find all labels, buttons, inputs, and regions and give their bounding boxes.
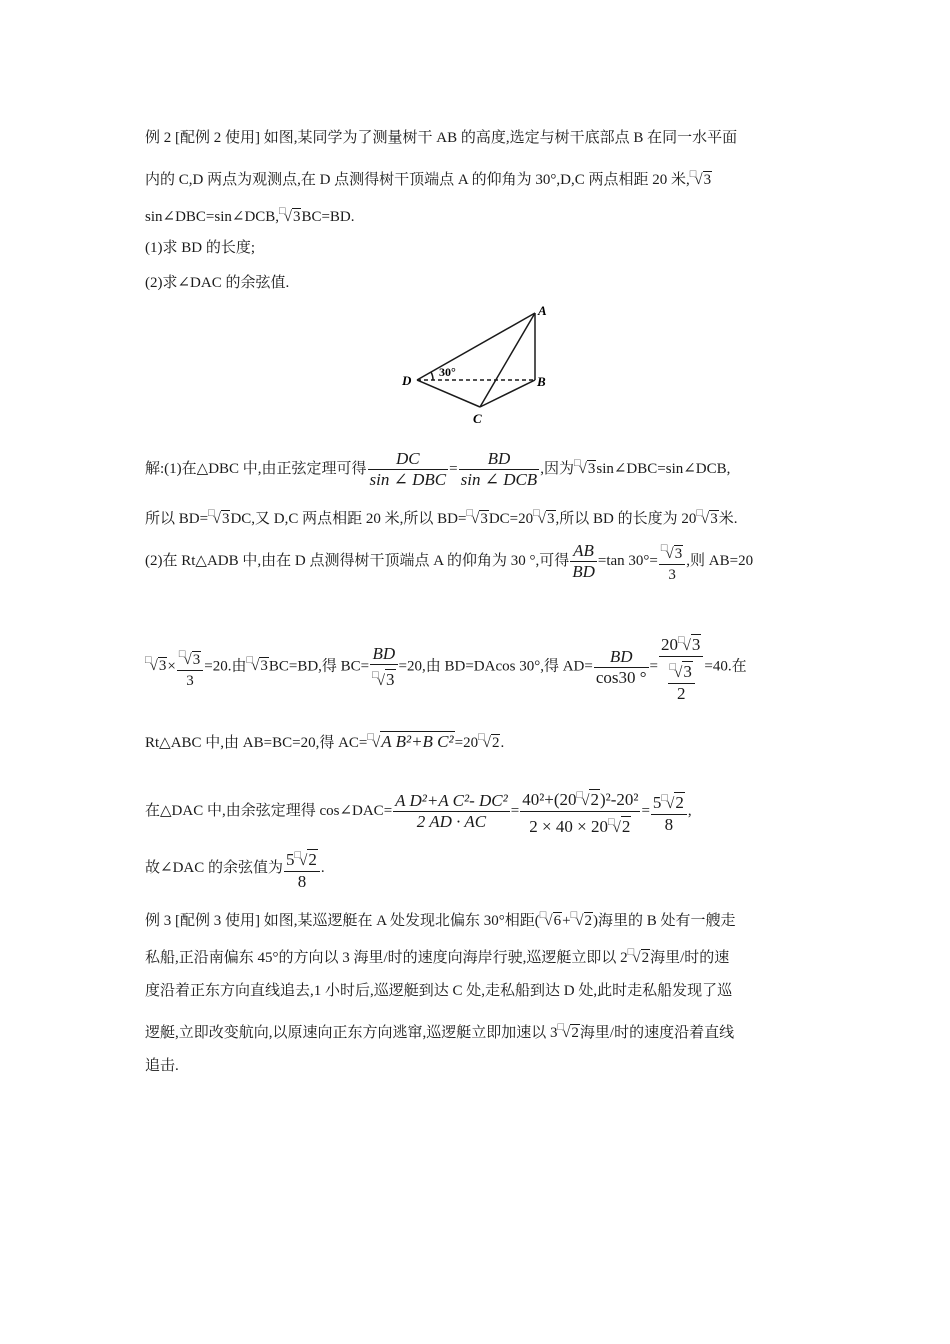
sqrt-6: □√6 [539, 909, 562, 929]
sqrt-2: □√2 [627, 946, 650, 966]
sol-line-1: 解:(1)在△DBC 中,由正弦定理可得 $\frac{DC}{\text{sin ∠ DBC}}$ = $\frac{BD}{\text{sin ∠ DCB}}$ ,因为□√3sin∠DBC=sin∠DCB, [145, 440, 730, 492]
sqrt-3: □√3 [145, 654, 167, 675]
ex2-line-1: 例 2 [配例 2 使用] 如图,某同学为了测量树干 AB 的高度,选定与树干底部点 B 在同一水平面 [145, 130, 738, 146]
sqrt-3: □√3 [689, 168, 712, 188]
sol-line-6: 在△DAC 中,由余弦定理得 cos∠DAC= $\frac{\text{A D²+A C²- DC²}}{2 AD \cdot AC}$ = $\frac{40^2+(20^□√2)^2-20^2}{2 \times 40 \times 20^□√2}$ = $\frac{5^□√2}{8}$ , [145, 785, 692, 838]
ex2-line-2: 内的 C,D 两点为观测点,在 D 点测得树干顶端点 A 的仰角为 30°,D,C 两点相距 20 米,□√3 [145, 164, 712, 190]
label-C: C [473, 411, 482, 425]
fraction-bd-cos30: $\frac{BD}{\cos 30 ^\circ}$ [595, 646, 647, 687]
sqrt-3: □√3 [533, 507, 555, 527]
sol-line-4: □√3× $\frac{^□√3}{3}$ =20.由□√3BC=BD,得 BC= $\frac{BD}{^□√3}$ =20,由 BD=DAcos 30°,得 AD= $\frac{BD}{\cos 30 ^\circ}$ = $\frac{20^□√3}{\frac{^□√3}{2}}$ =40.在 [145, 630, 747, 704]
fraction-compound-ad: $\frac{20^□√3}{\frac{^□√3}{2}}$ [659, 630, 703, 704]
sol-line-7: 故∠DAC 的余弦值为 $\frac{5^□√2}{8}$ . [145, 845, 325, 892]
fraction-final: $\frac{5^□√2}{8}$ [284, 845, 320, 892]
angle-arc [431, 372, 433, 380]
sqrt-3: □√3 [573, 457, 596, 477]
fraction-sqrt3-over-3: $\frac{^□√3}{3}$ [177, 644, 203, 691]
fraction-cosine-law: $\frac{\text{A D²+A C²- DC²}}{2 AD \cdot AC}$ [395, 791, 508, 831]
triangle-figure [395, 300, 555, 425]
sqrt-3: □√3 [696, 507, 718, 527]
sqrt-3: □√3 [279, 205, 301, 225]
ex3-line-1: 例 3 [配例 3 使用] 如图,某巡逻艇在 A 处发现北偏东 30°相距(□√6+□√2)海里的 B 处有一艘走 [145, 905, 736, 931]
ex2-line-3: sin∠DBC=sin∠DCB,□√3BC=BD. [145, 201, 355, 227]
sqrt-3: □√3 [246, 654, 268, 675]
fraction-result: $\frac{5^□√2}{8}$ [651, 788, 687, 835]
segment-DC [417, 380, 480, 407]
sqrt-3: □√3 [208, 507, 230, 527]
sqrt-ab2-bc2: □√A B²+B C² [367, 731, 454, 751]
ex3-line-3: 度沿着正东方向直线追去,1 小时后,巡逻艇到达 C 处,走私船到达 D 处,此时走私船发现了巡 [145, 983, 733, 999]
sqrt-2: □√2 [557, 1021, 579, 1041]
ex3-line-2: 私船,正沿南偏东 45°的方向以 3 海里/时的速度向海岸行驶,巡逻艇立即以 2□√2海里/时的速 [145, 942, 729, 968]
fraction-sqrt3-over-3: $\frac{^□√3}{3}$ [659, 538, 685, 585]
ex2-question-1: (1)求 BD 的长度; [145, 240, 255, 256]
fraction-cosine-values: $\frac{40^2+(20^□√2)^2-20^2}{2 \times 40 \times 20^□√2}$ [520, 785, 640, 838]
fraction-bd-sqrt3: $\frac{BD}{^□√3}$ [370, 644, 397, 691]
label-D: D [402, 373, 412, 388]
fraction-bd-sin: $\frac{BD}{\text{sin ∠ DCB}}$ [460, 449, 538, 490]
fraction-ab-bd: $\frac{AB}{BD}$ [572, 541, 595, 582]
fraction-dc-sin: $\frac{DC}{\text{sin ∠ DBC}}$ [369, 449, 447, 490]
label-B: B [537, 374, 546, 389]
sol-line-3: (2)在 Rt△ADB 中,由在 D 点测得树干顶端点 A 的仰角为 30 °,可得 $\frac{AB}{BD}$ =tan 30°= $\frac{^□√3}{3}$ ,则 AB=20 [145, 538, 753, 585]
ex3-line-5: 追击. [145, 1058, 179, 1074]
ex3-line-4: 逻艇,立即改变航向,以原速向正东方向逃窜,巡逻艇立即加速以 3□√2海里/时的速度沿着直线 [145, 1017, 734, 1043]
label-angle-30: 30° [439, 365, 456, 379]
sqrt-2: □√2 [478, 731, 500, 751]
ex2-question-2: (2)求∠DAC 的余弦值. [145, 275, 290, 291]
segment-DA [417, 313, 535, 380]
label-A: A [538, 303, 547, 318]
sqrt-2: □√2 [570, 909, 592, 929]
sol-line-5: Rt△ABC 中,由 AB=BC=20,得 AC=□√A B²+B C²=20□√2. [145, 727, 504, 753]
sol-line-2: 所以 BD=□√3DC,又 D,C 两点相距 20 米,所以 BD=□√3DC=20□√3,所以 BD 的长度为 20□√3米. [145, 503, 738, 529]
sqrt-3: □√3 [466, 507, 488, 527]
